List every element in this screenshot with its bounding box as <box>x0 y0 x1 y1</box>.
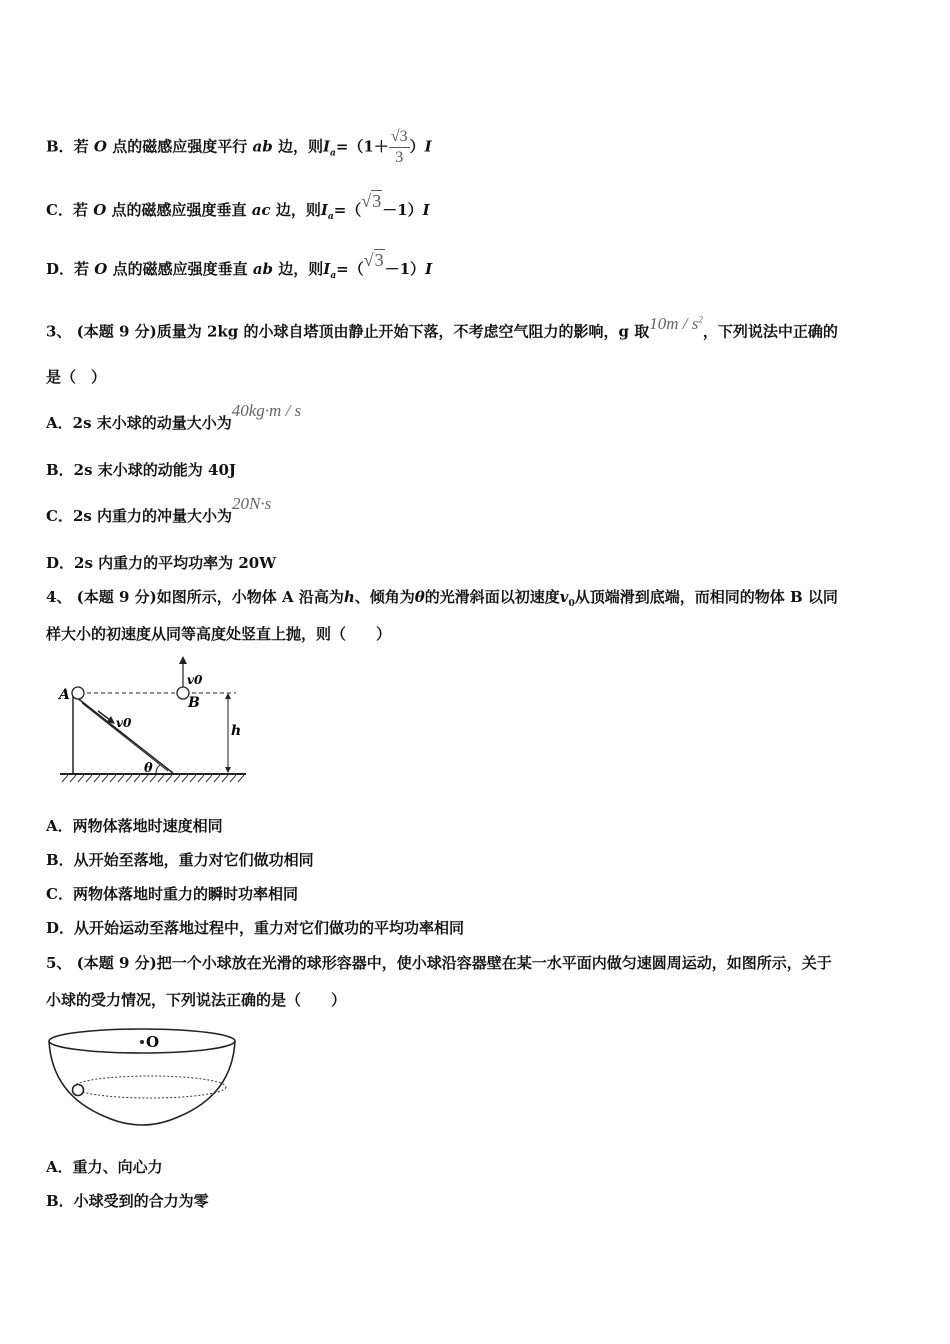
q5-stem-line2: 小球的受力情况，下列说法正确的是（ ） <box>46 991 347 1009</box>
impulse-value: 20N·s <box>232 494 272 513</box>
incline-figure <box>58 655 248 790</box>
q3-option-c: C．2s 内重力的冲量大小为20N·s <box>46 494 272 525</box>
h-arrow-bottom <box>225 767 231 773</box>
sqrt3: √3 <box>363 250 384 270</box>
q2-option-b: B．若 O 点的磁感应强度平行 ab 边，则$I_a=(1+$ $\frac{√3}{3}$ ）I <box>46 128 432 166</box>
ball-a <box>72 687 84 699</box>
q4-option-a: A．两物体落地时速度相同 <box>46 817 223 835</box>
circular-path <box>74 1076 226 1098</box>
q4-option-c: C．两物体落地时重力的瞬时功率相同 <box>46 885 298 903</box>
q2-option-d: D．若 O 点的磁感应强度垂直 ab 边，则$I_a=(√3-1)I$ <box>46 250 433 281</box>
q2-option-c: C．若 O 点的磁感应强度垂直 ac 边，则$I_a=(√3-1)I$ <box>46 191 430 222</box>
q5-option-a: A．重力、向心力 <box>46 1158 163 1176</box>
ground-hatching <box>62 775 244 782</box>
label-v0-top: v0 <box>187 673 203 687</box>
q3-stem-line1: 3、 (本题 9 分)质量为 2kg 的小球自塔顶由静止开始下落，不考虑空气阻力的影响，g 取$10m / s^2$，下列说法中正确的 <box>46 313 838 341</box>
theta-arc <box>156 765 160 773</box>
ball <box>73 1085 84 1096</box>
q4-option-d: D．从开始运动至落地过程中，重力对它们做功的平均功率相同 <box>46 919 465 937</box>
q4-stem-line1: 4、 (本题 9 分)如图所示，小物体 A 沿高为h、倾角为θ的光滑斜面以初速度$v_0$从顶端滑到底端，而相同的物体 B 以同 <box>46 588 838 609</box>
q3-option-d: D．2s 内重力的平均功率为 20W <box>46 554 277 572</box>
h-arrow-top <box>225 693 231 699</box>
momentum-value: 40kg·m / s <box>231 401 302 420</box>
label-a: A <box>59 687 70 703</box>
q5-option-b: B．小球受到的合力为零 <box>46 1192 209 1210</box>
q3-option-a: A．2s 末小球的动量大小为40kg·m / s <box>46 401 302 432</box>
q3-option-b: B．2s 末小球的动能为 40J <box>46 461 236 479</box>
center-dot <box>140 1040 144 1044</box>
label-o: O <box>146 1033 160 1051</box>
q3-stem-line2: 是（ ） <box>46 368 107 386</box>
sqrt3: √3 <box>361 191 382 211</box>
q4-option-b: B．从开始至落地，重力对它们做功相同 <box>46 851 314 869</box>
incline-slope <box>76 697 173 773</box>
label-v0-slope: v0 <box>116 716 132 730</box>
bowl-figure <box>46 1025 242 1137</box>
label-h: h <box>231 723 242 739</box>
v0-up-arrowhead <box>179 656 187 664</box>
label-theta: θ <box>144 761 153 776</box>
sqrt3-over-3: $\frac{√3}{3}$ <box>390 128 408 166</box>
label-b: B <box>188 695 200 711</box>
incline-slope-inner <box>82 703 168 771</box>
q4-stem-line2: 样大小的初速度从同等高度处竖直上抛，则（ ） <box>46 625 392 643</box>
g-value: $10m / s^2$ <box>649 313 703 333</box>
q5-stem-line1: 5、 (本题 9 分)把一个小球放在光滑的球形容器中，使小球沿容器壁在某一水平面内做匀速圆周运动，如图所示，关于 <box>46 954 832 972</box>
